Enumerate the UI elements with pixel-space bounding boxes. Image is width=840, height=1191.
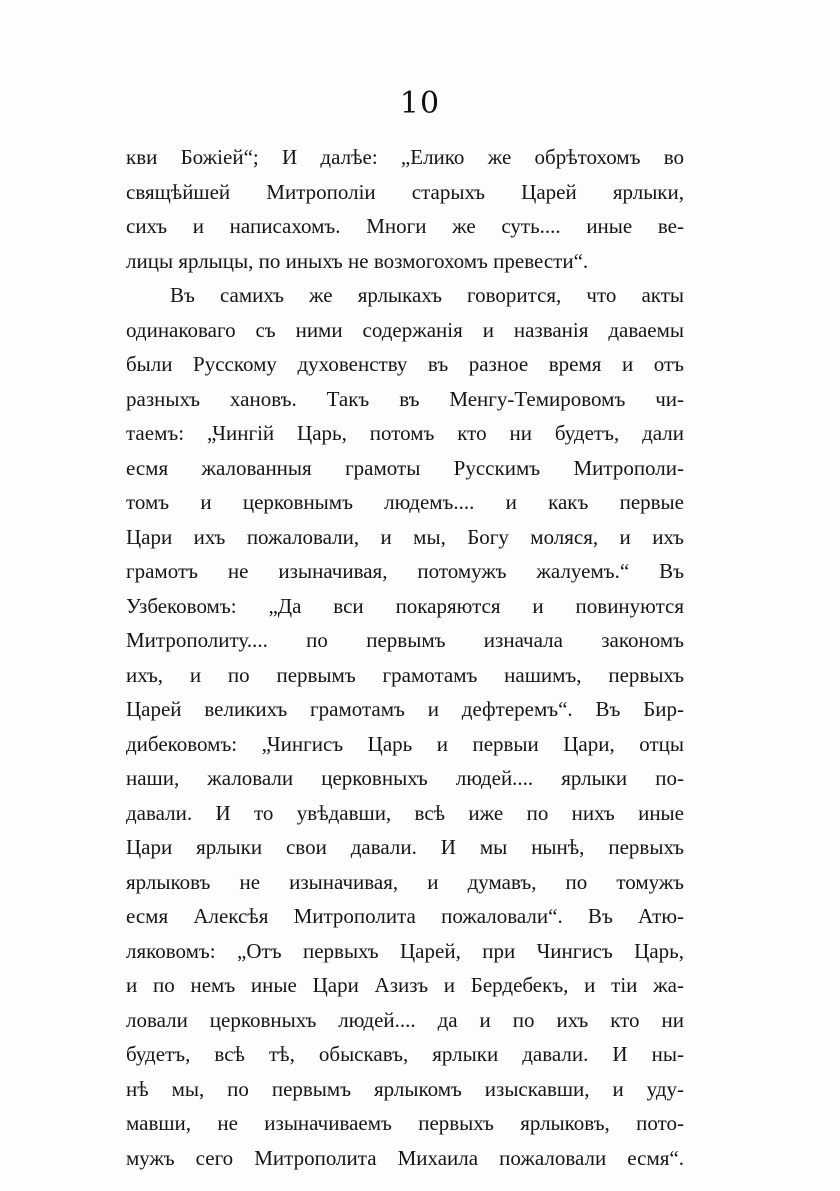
- text-line: ляковомъ: „Отъ первыхъ Царей, при Чингисъ Царь,: [126, 938, 684, 963]
- text-line: кви Божіей“; И далѣе: „Елико же обрѣтохомъ во: [126, 145, 684, 169]
- text-line: грамотъ не изыначивая, потомужъ жалуемъ.“ Въ: [126, 559, 684, 583]
- text-line: Царей великихъ грамотамъ и дефтеремъ“. Въ Бир-: [126, 697, 684, 721]
- text-line: были Русскому духовенству въ разное время и отъ: [126, 352, 684, 376]
- text-line: мужъ сего Митрополита Михаила пожаловали есмя“.: [126, 1145, 684, 1170]
- page-number: 10: [399, 86, 441, 121]
- text-line-paragraph-start: Въ самихъ же ярлыкахъ говорится, что акты: [170, 283, 684, 307]
- text-line: ловали церковныхъ людей.... да и по ихъ кто ни: [126, 1007, 684, 1032]
- text-line: ярлыковъ не изыначивая, и думавъ, по томужъ: [126, 869, 684, 894]
- text-line: томъ и церковнымъ людемъ.... и какъ первые: [126, 490, 684, 514]
- text-line: сихъ и написахомъ. Многи же суть.... иные ве-: [126, 214, 684, 238]
- text-line: есмя жалованныя грамоты Русскимъ Митрополи-: [126, 455, 684, 480]
- text-line: давали. И то увѣдавши, всѣ иже по нихъ иные: [126, 800, 684, 825]
- text-line: свящѣйшей Митрополіи старыхъ Царей ярлыки,: [126, 179, 684, 204]
- text-line: мавши, не изыначиваемъ первыхъ ярлыковъ, пото-: [126, 1111, 684, 1135]
- text-line: Узбековомъ: „Да вси покаряются и повинуются: [126, 593, 684, 618]
- text-line: Цари ярлыки свои давали. И мы нынѣ, первыхъ: [126, 835, 684, 859]
- body-text: [126, 140, 684, 1175]
- text-line: Цари ихъ пожаловали, и мы, Богу моляся, и ихъ: [126, 524, 684, 549]
- text-line: ихъ, и по первымъ грамотамъ нашимъ, первыхъ: [126, 662, 684, 687]
- text-line: таемъ: „Чингій Царь, потомъ кто ни будетъ, дали: [126, 421, 684, 445]
- text-line: одинаковаго съ ними содержанія и названія даваемы: [126, 317, 684, 342]
- text-line: наши, жаловали церковныхъ людей.... ярлыки по-: [126, 766, 684, 790]
- text-line: разныхъ хановъ. Такъ въ Менгу-Темировомъ чи-: [126, 386, 684, 411]
- text-line: дибековомъ: „Чингисъ Царь и первыи Цари, отцы: [126, 731, 684, 756]
- text-line: есмя Алексѣя Митрополита пожаловали“. Въ Атю-: [126, 904, 684, 928]
- text-line: Митрополиту.... по первымъ изначала закономъ: [126, 628, 684, 652]
- text-line: лицы ярлыцы, по иныхъ не возмогохомъ превести“.: [126, 248, 589, 273]
- text-line: нѣ мы, по первымъ ярлыкомъ изыскавши, и уду-: [126, 1076, 684, 1101]
- text-line: будетъ, всѣ тѣ, обыскавъ, ярлыки давали. И ны-: [126, 1042, 684, 1066]
- text-line: и по немъ иные Цари Азизъ и Бердебекъ, и тіи жа-: [126, 973, 684, 997]
